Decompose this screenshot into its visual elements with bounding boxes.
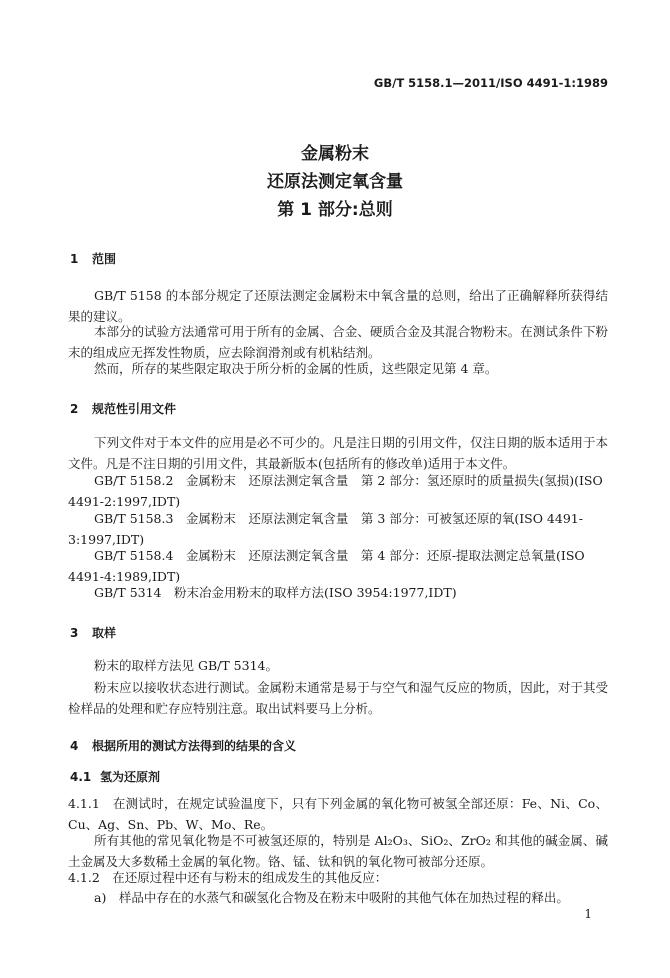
reference-gb-5158-3: GB/T 5158.3 金属粉末 还原法测定氧含量 第 3 部分：可被氢还原的氧(ISO 4491-3:1997,IDT) [68,511,583,547]
section-title: 取样 [92,626,117,640]
section-number: 4 [70,739,79,753]
clause-4-1-1-para-2: 所有其他的常见氧化物是不可被氢还原的，特别是 Al₂O₃、SiO₂、ZrO₂ 和其他的碱金属、碱土金属及大多数稀土金属的氧化物。铬、锰、钛和钒的氧化物可被部分还原。 [68,833,608,869]
section-1-heading [70,250,116,267]
section-number: 1 [70,252,79,266]
section-3-para-2: 粉末应以接收状态进行测试。金属粉末通常是易于与空气和湿气反应的物质，因此，对于其受检样品的处理和贮存应特别注意。取出试料要马上分析。 [68,680,608,716]
title-line-1: 金属粉末 [301,144,369,164]
subsection-number: 4.1 [70,770,92,784]
section-1-para-1: GB/T 5158 的本部分规定了还原法测定金属粉末中氧含量的总则，给出了正确解释所获得结果的建议。 [68,288,608,324]
reference-gb-5158-2: GB/T 5158.2 金属粉末 还原法测定氧含量 第 2 部分：氢还原时的质量损失(氢损)(ISO 4491-2:1997,IDT) [68,473,603,509]
title-line-3: 第 1 部分:总则 [277,200,393,220]
list-item-a: a) 样品中存在的水蒸气和碳氢化合物及在粉末中吸附的其他气体在加热过程的释出。 [94,890,569,905]
section-3-heading [70,624,116,641]
section-1-para-3: 然而，所存的某些限定取决于所分析的金属的性质，这些限定见第 4 章。 [94,361,498,376]
section-title: 根据所用的测试方法得到的结果的含义 [92,739,297,753]
section-1-para-2: 本部分的试验方法通常可用于所有的金属、合金、硬质合金及其混合物粉末。在测试条件下粉末的组成应无挥发性物质，应去除润滑剂或有机粘结剂。 [68,324,608,360]
section-number: 3 [70,626,79,640]
title-line-2: 还原法测定氧含量 [267,172,403,192]
subsection-4-1-heading [70,768,160,785]
section-2-para-1: 下列文件对于本文件的应用是必不可少的。凡是注日期的引用文件，仅注日期的版本适用于本文件。凡是不注日期的引用文件，其最新版本(包括所有的修改单)适用于本文件。 [68,435,608,471]
section-3-para-1: 粉末的取样方法见 GB/T 5314。 [94,658,278,673]
reference-gb-5314: GB/T 5314 粉末冶金用粉末的取样方法(ISO 3954:1977,IDT) [94,585,457,600]
clause-4-1-1: 4.1.1 在测试时，在规定试验温度下，只有下列金属的氧化物可被氢全部还原：Fe、Ni、Co、Cu、Ag、Sn、Pb、W、Mo、Re。 [68,796,608,832]
clause-4-1-2: 4.1.2 在还原过程中还有与粉末的组成发生的其他反应： [68,870,388,885]
reference-gb-5158-4: GB/T 5158.4 金属粉末 还原法测定氧含量 第 4 部分：还原-提取法测定总氧量(ISO 4491-4:1989,IDT) [68,548,585,584]
document-number: GB/T 5158.1—2011/ISO 4491-1:1989 [373,76,608,90]
section-title: 规范性引用文件 [92,402,177,416]
section-number: 2 [70,402,79,416]
page-number: 1 [584,907,592,921]
section-4-heading [70,737,296,754]
section-title: 范围 [92,252,117,266]
section-2-heading [70,400,176,417]
subsection-title: 氢为还原剂 [100,770,161,784]
